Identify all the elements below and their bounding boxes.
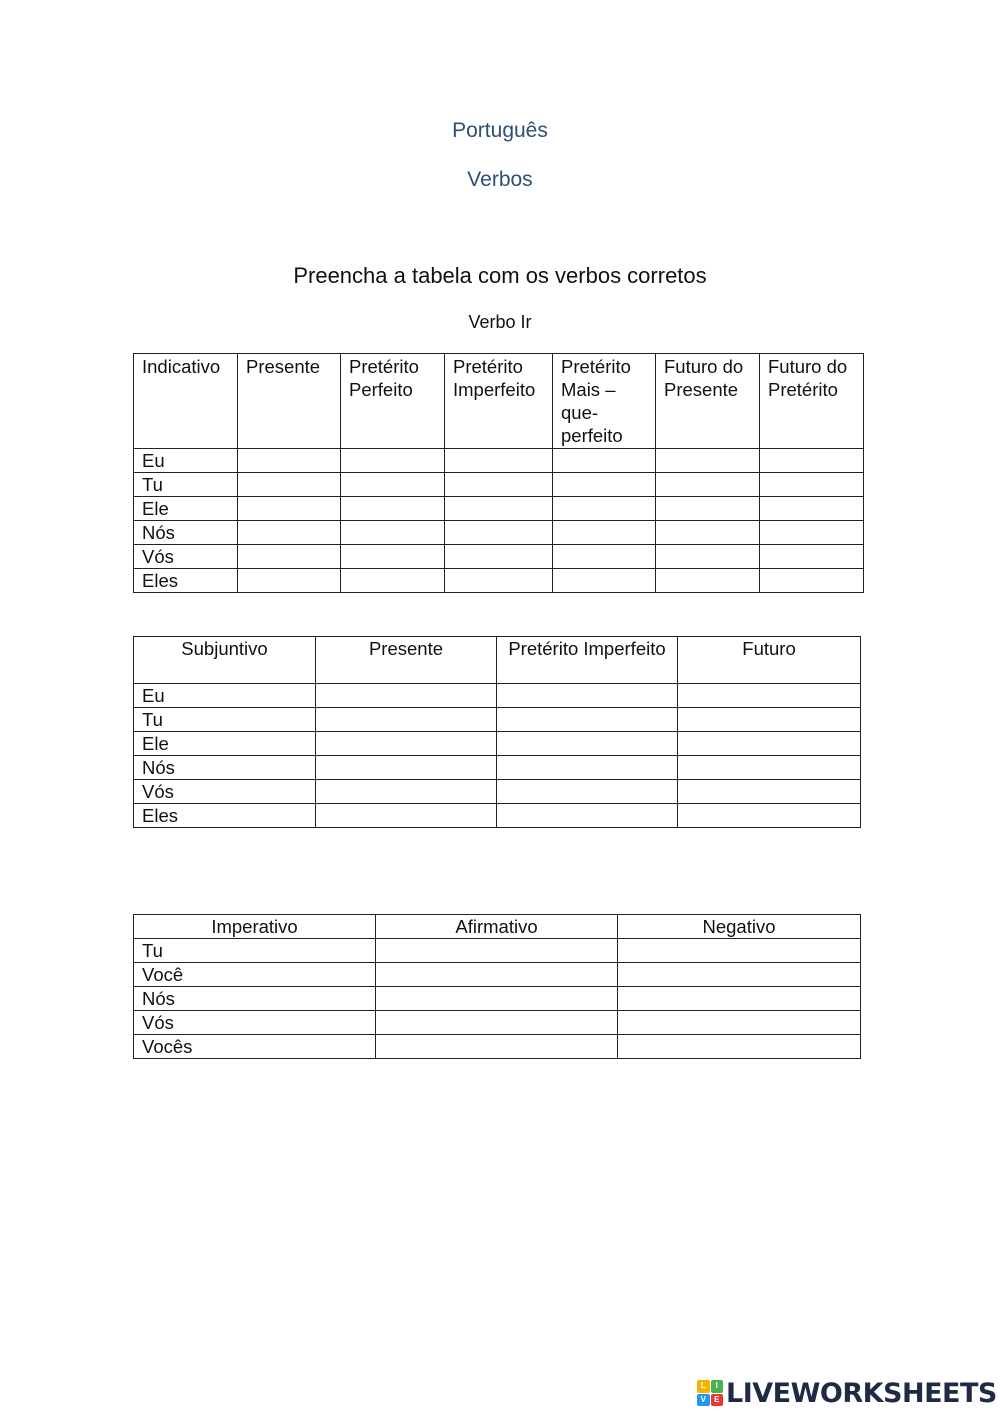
logo-tile: E [711,1394,724,1407]
table-row [134,939,861,963]
table-row [134,521,864,545]
answer-cell[interactable] [238,569,341,593]
header-cell: Pretérito Perfeito [341,354,445,449]
answer-cell[interactable] [341,545,445,569]
answer-cell[interactable] [238,449,341,473]
pronoun-cell: Ele [134,497,238,521]
answer-cell[interactable] [553,473,656,497]
table-row [134,708,861,732]
pronoun-cell: Você [134,963,376,987]
header-cell: Negativo [618,915,861,939]
pronoun-cell: Tu [134,708,316,732]
answer-cell[interactable] [497,732,678,756]
answer-cell[interactable] [678,684,861,708]
header-cell: Presente [238,354,341,449]
answer-cell[interactable] [656,449,760,473]
header-cell: Futuro do Presente [656,354,760,449]
answer-cell[interactable] [316,780,497,804]
answer-cell[interactable] [238,497,341,521]
answer-cell[interactable] [656,569,760,593]
pronoun-cell: Nós [134,521,238,545]
answer-cell[interactable] [760,449,864,473]
answer-cell[interactable] [678,756,861,780]
answer-cell[interactable] [656,545,760,569]
answer-cell[interactable] [678,804,861,828]
pronoun-cell: Vocês [134,1035,376,1059]
answer-cell[interactable] [341,497,445,521]
answer-cell[interactable] [445,569,553,593]
table-row [134,497,864,521]
table-row [134,963,861,987]
indicativo-header-row [134,354,864,449]
header-cell: Pretérito Imperfeito [497,637,678,684]
pronoun-cell: Tu [134,939,376,963]
logo-tile: I [711,1380,724,1393]
table-row [134,569,864,593]
header-cell: Afirmativo [376,915,618,939]
answer-cell[interactable] [678,780,861,804]
header-cell: Futuro [678,637,861,684]
indicativo-table [133,353,864,593]
answer-cell[interactable] [445,449,553,473]
answer-cell[interactable] [656,521,760,545]
answer-cell[interactable] [376,1035,618,1059]
answer-cell[interactable] [376,939,618,963]
header-cell: Futuro do Pretérito [760,354,864,449]
table-row [134,1011,861,1035]
answer-cell[interactable] [341,449,445,473]
answer-cell[interactable] [656,497,760,521]
header-cell: Pretérito Mais – que-perfeito [553,354,656,449]
pronoun-cell: Nós [134,987,376,1011]
answer-cell[interactable] [445,521,553,545]
answer-cell[interactable] [553,545,656,569]
subject-title: Português [452,119,548,142]
answer-cell[interactable] [618,987,861,1011]
table-row [134,987,861,1011]
topic-title: Verbos [467,168,533,191]
answer-cell[interactable] [760,473,864,497]
pronoun-cell: Eles [134,804,316,828]
answer-cell[interactable] [497,684,678,708]
answer-cell[interactable] [497,804,678,828]
answer-cell[interactable] [656,473,760,497]
answer-cell[interactable] [553,569,656,593]
pronoun-cell: Vós [134,545,238,569]
table-row [134,756,861,780]
answer-cell[interactable] [618,939,861,963]
answer-cell[interactable] [376,963,618,987]
pronoun-cell: Eu [134,449,238,473]
answer-cell[interactable] [316,756,497,780]
answer-cell[interactable] [316,708,497,732]
answer-cell[interactable] [618,1035,861,1059]
answer-cell[interactable] [341,473,445,497]
pronoun-cell: Tu [134,473,238,497]
pronoun-cell: Ele [134,732,316,756]
pronoun-cell: Vós [134,780,316,804]
answer-cell[interactable] [618,963,861,987]
answer-cell[interactable] [618,1011,861,1035]
answer-cell[interactable] [678,732,861,756]
answer-cell[interactable] [760,569,864,593]
answer-cell[interactable] [553,449,656,473]
pronoun-cell: Eu [134,684,316,708]
verb-label: Verbo Ir [468,312,532,332]
answer-cell[interactable] [238,521,341,545]
logo-text: LIVEWORKSHEETS [726,1377,997,1409]
table-row [134,804,861,828]
imperativo-header-row [134,915,861,939]
subjuntivo-table [133,636,861,828]
pronoun-cell: Vós [134,1011,376,1035]
subjuntivo-header-row [134,637,861,684]
answer-cell[interactable] [497,708,678,732]
liveworksheets-logo-icon [697,1380,723,1406]
header-cell: Subjuntivo [134,637,316,684]
header-cell: Presente [316,637,497,684]
answer-cell[interactable] [553,521,656,545]
answer-cell[interactable] [376,1011,618,1035]
answer-cell[interactable] [760,497,864,521]
instruction-text: Preencha a tabela com os verbos corretos [293,263,707,288]
answer-cell[interactable] [497,780,678,804]
answer-cell[interactable] [238,545,341,569]
answer-cell[interactable] [445,473,553,497]
answer-cell[interactable] [760,521,864,545]
answer-cell[interactable] [760,545,864,569]
table-row [134,473,864,497]
header-cell: Imperativo [134,915,376,939]
imperativo-table [133,914,861,1059]
pronoun-cell: Nós [134,756,316,780]
answer-cell[interactable] [445,545,553,569]
answer-cell[interactable] [341,569,445,593]
table-row [134,780,861,804]
table-row [134,684,861,708]
answer-cell[interactable] [316,684,497,708]
answer-cell[interactable] [341,521,445,545]
logo-tile: V [697,1394,710,1407]
table-row [134,449,864,473]
answer-cell[interactable] [376,987,618,1011]
table-row [134,732,861,756]
header-cell: Pretérito Imperfeito [445,354,553,449]
answer-cell[interactable] [553,497,656,521]
table-row [134,545,864,569]
answer-cell[interactable] [678,708,861,732]
answer-cell[interactable] [445,497,553,521]
answer-cell[interactable] [497,756,678,780]
answer-cell[interactable] [316,804,497,828]
liveworksheets-logo[interactable] [697,1377,997,1409]
answer-cell[interactable] [238,473,341,497]
pronoun-cell: Eles [134,569,238,593]
logo-tile: L [697,1380,710,1393]
answer-cell[interactable] [316,732,497,756]
header-cell: Indicativo [134,354,238,449]
table-row [134,1035,861,1059]
